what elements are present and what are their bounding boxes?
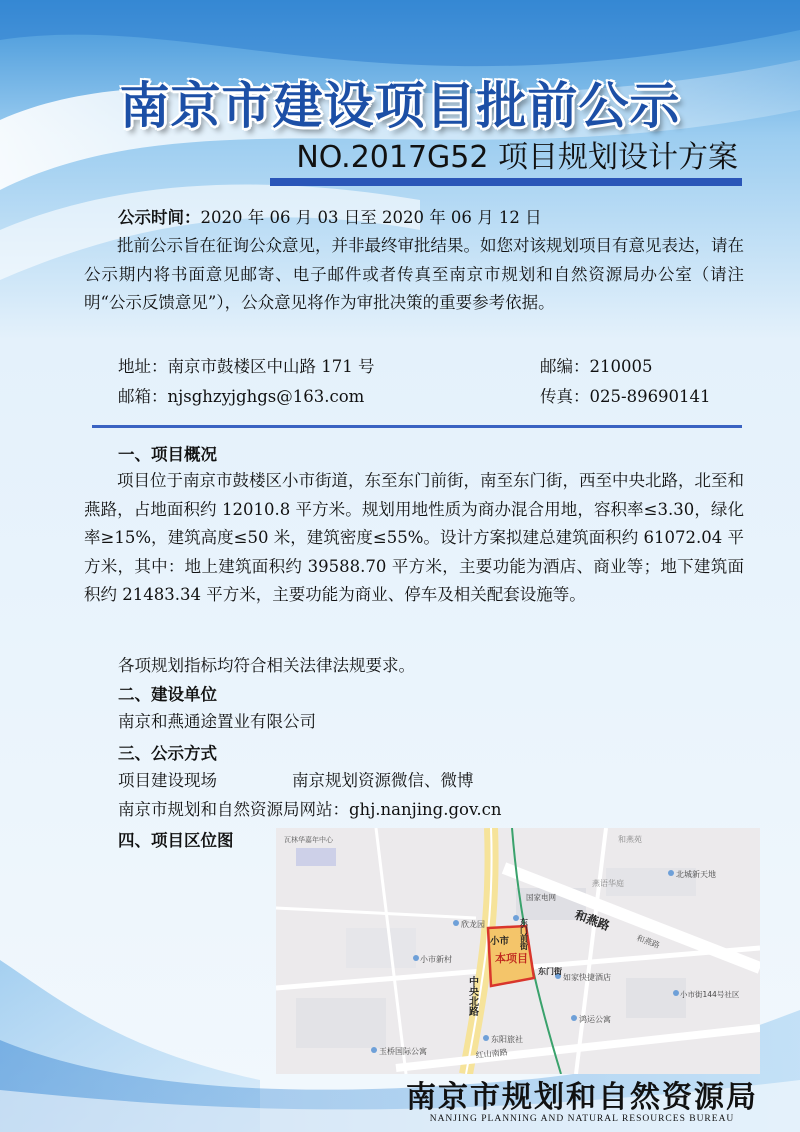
map-label-huafu: 瓦林华嘉年中心: [284, 836, 333, 844]
overview-compliance: 各项规划指标均符合相关法律法规要求。: [118, 656, 415, 675]
project-number-subtitle: NO.2017G52 项目规划设计方案: [296, 140, 738, 175]
footer-org-en: NANJING PLANNING AND NATURAL RESOURCES BUREAU: [429, 1114, 735, 1124]
method-wechat: 南京规划资源微信、微博: [292, 771, 474, 790]
overview-text: 项目位于南京市鼓楼区小市街道，东至东门前街，南至东门街，西至中央北路，北至和燕路，占地面积约 12010.8 平方米。规划用地性质为商办混合用地，容积率≤3.30，绿化率≥15%，建筑高度≤50 米，建筑密度≤55%。设计方案拟建总建筑面积约 61072.04 平方米，其中：地上建筑面积约 39588.70 平方米，主要功能为酒店、商业等；地下建筑面积约 21483.34 平方米，主要功能为商业、停车及相关配套设施等。: [84, 471, 744, 604]
map-pin: [668, 870, 674, 876]
unit-heading: 二、建设单位: [118, 685, 217, 704]
notice-time: [118, 205, 542, 230]
method-site: 项目建设现场: [118, 771, 217, 790]
map-label-north-new-city: 北城新天地: [676, 870, 716, 879]
map-pin: [483, 1035, 489, 1041]
notice-time-value: 2020 年 06 月 03 日至 2020 年 06 月 12 日: [200, 208, 542, 227]
map-label-yuqiao-garden: 玉桥国际公寓: [379, 1047, 427, 1056]
map-label-heyan-road-small: 和燕路: [635, 933, 661, 951]
notice-time-label: 公示时间：: [118, 208, 201, 227]
contact-address: 地址：南京市鼓楼区中山路 171 号: [118, 357, 375, 376]
map-label-xiaoshi-community: 小市街144号社区: [680, 990, 740, 999]
section-divider: [92, 425, 742, 428]
footer-bureau: [402, 1072, 762, 1124]
map-label-state-grid: 国家电网: [526, 893, 556, 902]
location-map[interactable]: [276, 828, 760, 1074]
contact-fax: 传真：025-89690141: [540, 387, 711, 406]
map-pin: [513, 915, 519, 921]
map-label-yanyu-area: 燕语华庭: [592, 879, 624, 888]
map-block: [296, 848, 336, 866]
map-label-dongmen-street: 东门街: [538, 967, 562, 976]
map-label-dongmen-front: 东门前街: [519, 918, 529, 950]
notice-intro: 批前公示旨在征询公众意见，并非最终审批结果。如您对该规划项目有意见表达，请在公示期内将书面意见邮寄、电子邮件或者传真至南京市规划和自然资源局办公室（请注明“公示反馈意见”），公众意见将作为审批决策的重要参考依据。: [84, 236, 744, 312]
map-label-zhongyang-north: 中央北路: [466, 976, 478, 1016]
map-label-xinlongyuan: 欣龙园: [461, 920, 485, 929]
map-label-xiaoshi: 小市: [490, 936, 510, 947]
footer-org-cn: 南京市规划和自然资源局: [406, 1080, 758, 1115]
map-label-heyan-area: 和燕苑: [618, 835, 642, 844]
map-label-hongyun-apartment: 鸿运公寓: [579, 1015, 611, 1024]
map-block: [296, 998, 386, 1048]
map-label-rujia-hotel: 如家快捷酒店: [563, 973, 611, 982]
overview-heading: 一、项目概况: [118, 445, 217, 464]
page-title: 南京市建设项目批前公示: [119, 77, 681, 135]
map-label-xiaoshi-new-village: 小市新村: [420, 955, 452, 964]
unit-name: 南京和燕通途置业有限公司: [118, 712, 316, 731]
map-pin: [673, 990, 679, 996]
contact-email: 邮箱：njsghzyjghgs@163.com: [118, 387, 365, 406]
map-label-hongshan-south: 红山南路: [475, 1047, 509, 1060]
map-block: [626, 978, 686, 1018]
map-heading: 四、项目区位图: [118, 831, 234, 850]
contact-postcode: 邮编：210005: [540, 357, 653, 376]
map-pin: [571, 1015, 577, 1021]
map-project-label: 本项目: [495, 952, 528, 965]
map-block: [346, 928, 416, 968]
map-label-dongyang-hotel: 东阳旅社: [491, 1035, 523, 1044]
map-pin: [413, 955, 419, 961]
location-map-svg: [276, 828, 760, 1074]
map-pin: [453, 920, 459, 926]
map-label-heyan-road: 和燕路: [572, 907, 612, 934]
method-web: 南京市规划和自然资源局网站：ghj.nanjing.gov.cn: [118, 800, 502, 819]
title-underline: [270, 178, 742, 186]
map-pin: [371, 1047, 377, 1053]
method-heading: 三、公示方式: [118, 744, 217, 763]
